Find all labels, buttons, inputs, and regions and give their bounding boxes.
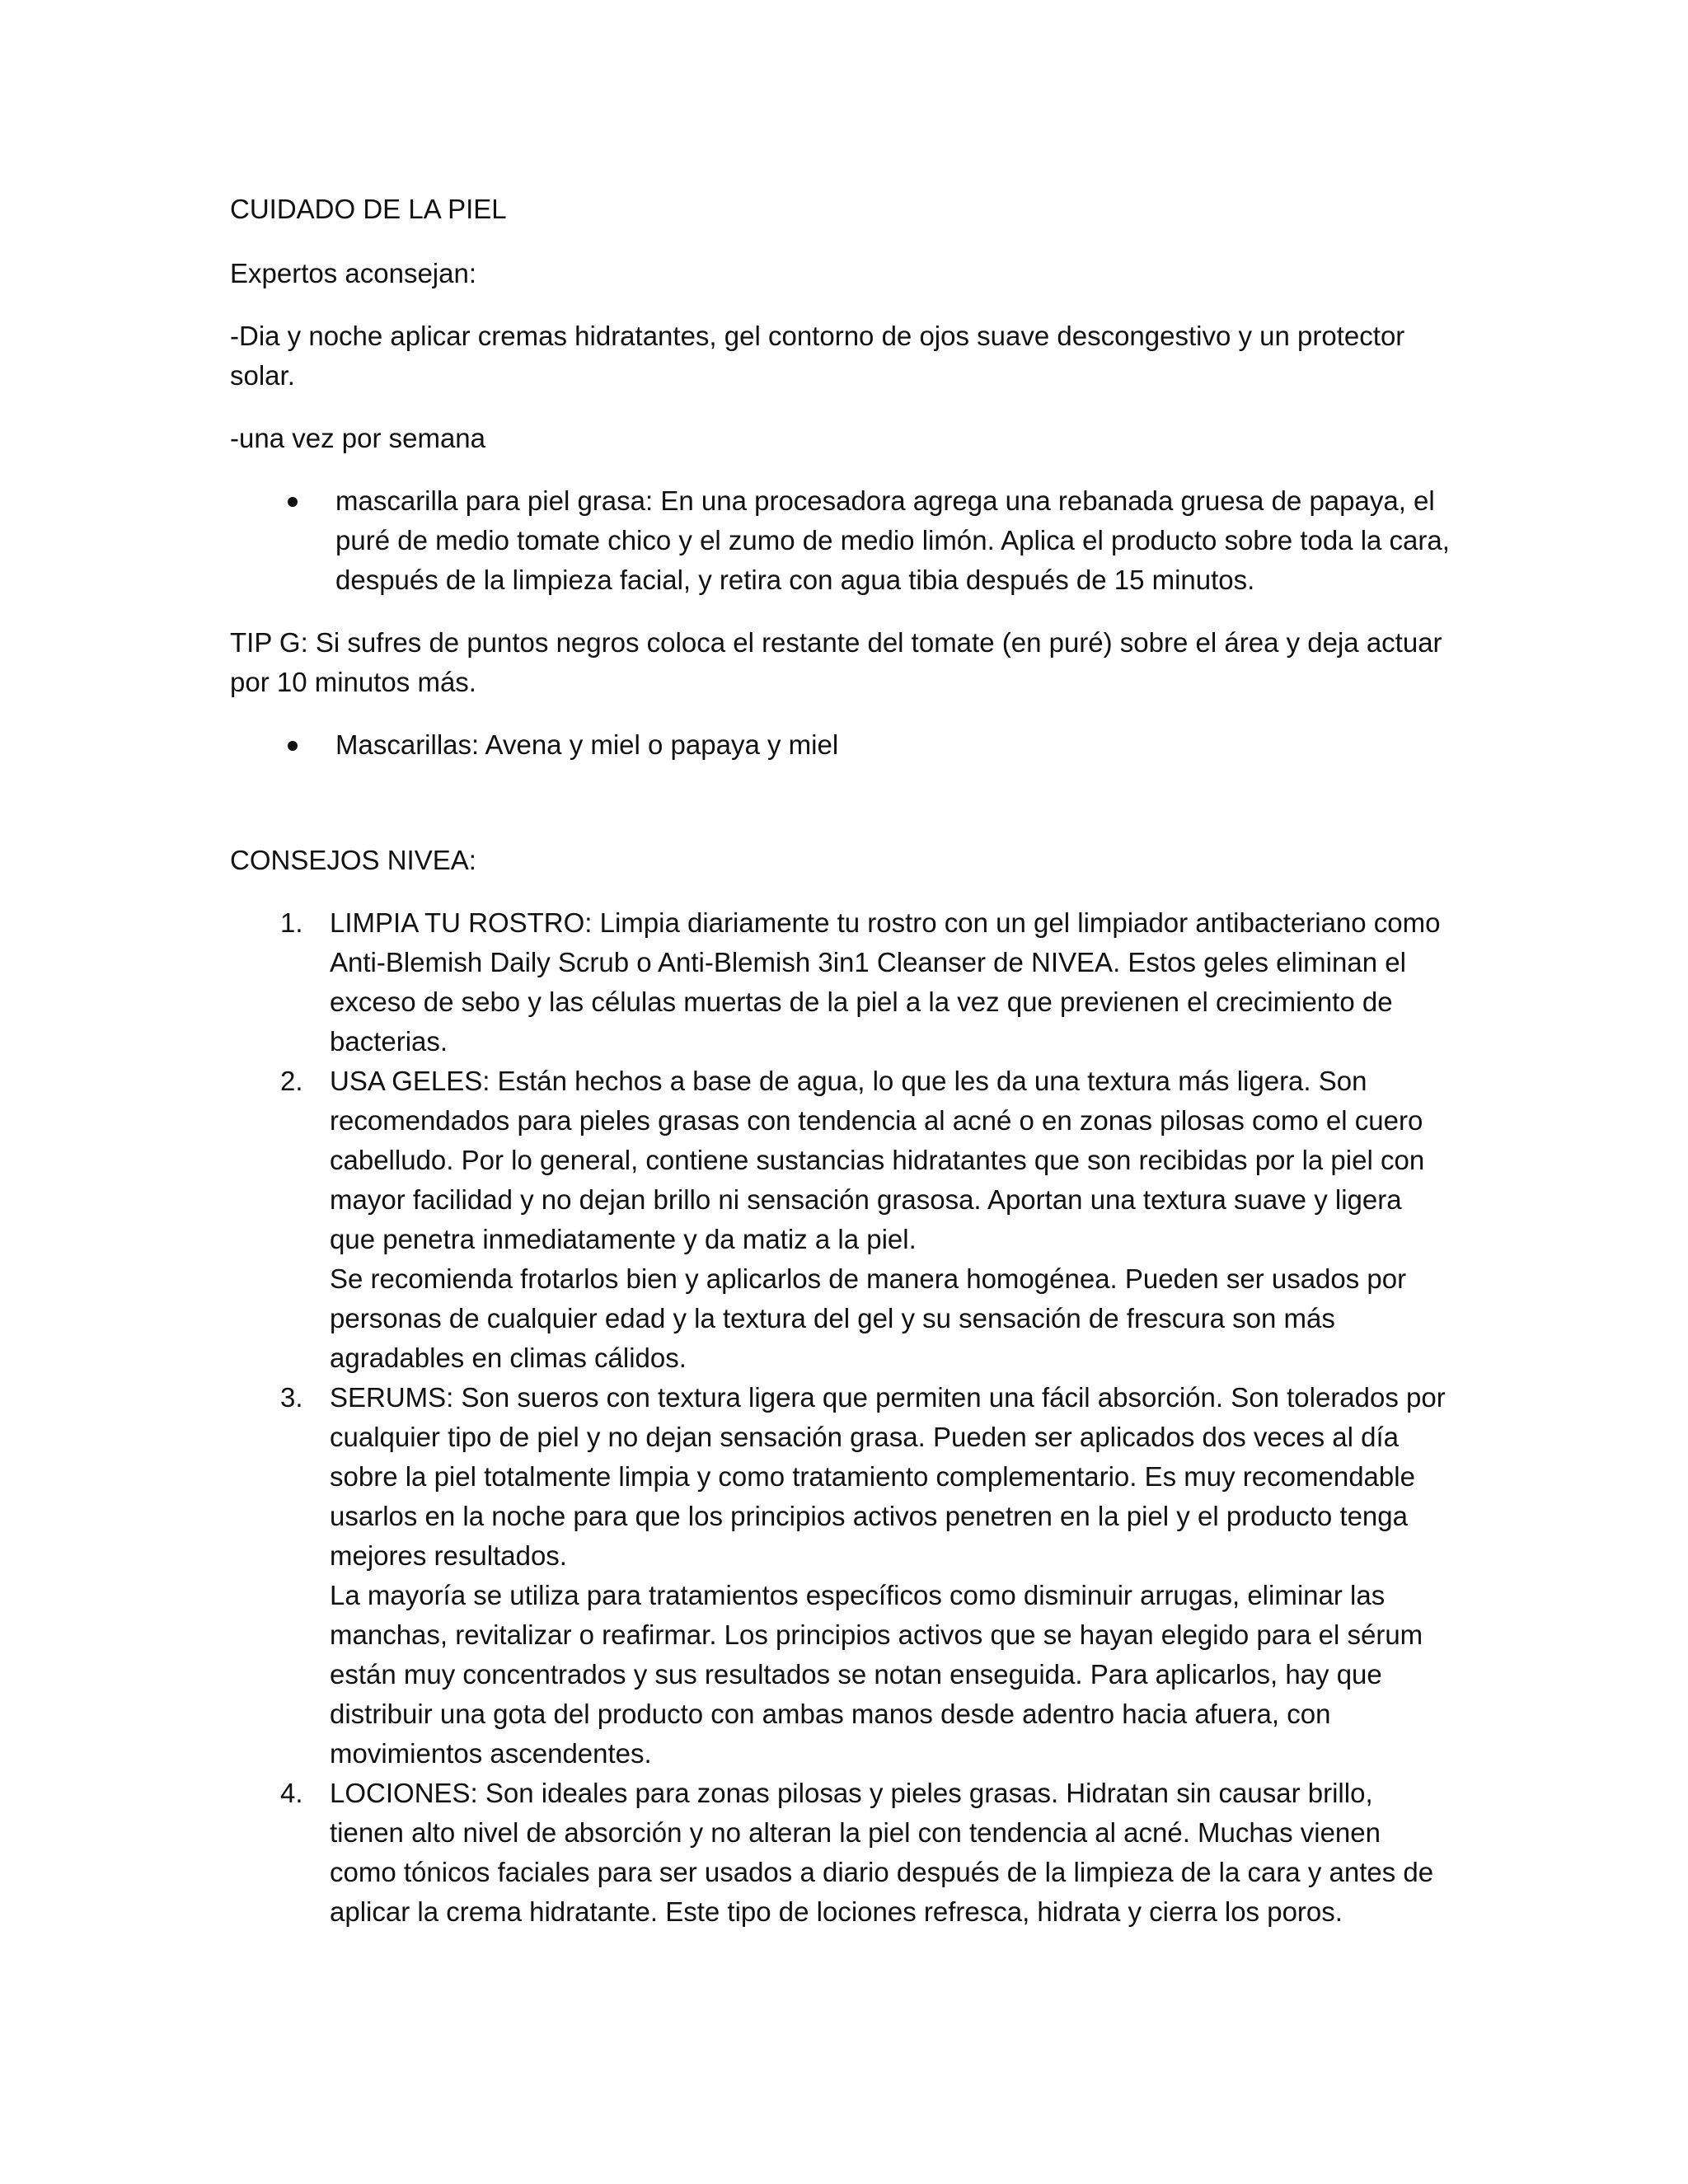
intro-text: Expertos aconsejan: <box>230 258 477 288</box>
day-night-advice: -Dia y noche aplicar cremas hidratantes, gel contorno de ojos suave descongestivo y un protector solar. <box>230 321 1405 391</box>
list-number: 3. <box>280 1382 303 1413</box>
tip-paragraph: LIMPIA TU ROSTRO: Limpia diariamente tu rostro con un gel limpiador antibacteriano como Anti-Blemish Daily Scrub o Anti-Blemish 3in1 Cleanser de NIVEA. Estos geles eliminan el exceso de sebo y las células muertas de la piel a la vez que previenen el crecimiento de bacterias. <box>330 907 1441 1057</box>
document-title: CUIDADO DE LA PIEL <box>230 194 507 224</box>
list-item-text: Mascarillas: Avena y miel o papaya y miel <box>335 729 839 760</box>
mask-bullet-list <box>230 481 1450 600</box>
list-item <box>230 903 1450 1062</box>
tip-paragraph: USA GELES: Están hechos a base de agua, lo que les da una textura más ligera. Son recomendados para pieles grasas con tendencia al acné o en zonas pilosas como el cuero cabelludo. Por lo general, contiene sustancias hidratantes que son recibidas por la piel con mayor facilidad y no dejan brillo ni sensación grasosa. Aportan una textura suave y ligera que penetra inmediatamente y da matiz a la piel. <box>330 1066 1425 1254</box>
list-item-text: mascarilla para piel grasa: En una procesadora agrega una rebanada gruesa de papaya, el puré de medio tomate chico y el zumo de medio limón. Aplica el producto sobre toda la cara, después de la limpieza facial, y retira con agua tibia después de 15 minutos. <box>335 485 1450 595</box>
weekly-advice: -una vez por semana <box>230 423 486 453</box>
nivea-heading: CONSEJOS NIVEA: <box>230 845 476 875</box>
document-page <box>230 190 1450 1932</box>
list-number: 2. <box>280 1066 303 1096</box>
nivea-tips-list <box>230 903 1450 1932</box>
masks-bullet-list <box>230 725 1450 765</box>
bullet-icon <box>288 741 298 751</box>
list-item <box>230 1062 1450 1378</box>
list-number: 1. <box>280 907 303 938</box>
tip-paragraph: Se recomienda frotarlos bien y aplicarlos de manera homogénea. Pueden ser usados por personas de cualquier edad y la textura del gel y su sensación de frescura son más agradables en climas cálidos. <box>330 1263 1407 1373</box>
list-item <box>230 481 1450 600</box>
tip-paragraph: SERUMS: Son sueros con textura ligera que permiten una fácil absorción. Son tolerados por cualquier tipo de piel y no dejan sensación grasa. Pueden ser aplicados dos veces al día sobre la piel totalmente limpia y como tratamiento complementario. Es muy recomendable usarlos en la noche para que los principios activos penetren en la piel y el producto tenga mejores resultados. <box>330 1382 1446 1571</box>
list-item <box>230 1378 1450 1774</box>
list-item <box>230 725 1450 765</box>
tip-paragraph: La mayoría se utiliza para tratamientos específicos como disminuir arrugas, eliminar las manchas, revitalizar o reafirmar. Los principios activos que se hayan elegido para el sérum están muy concentrados y sus resultados se notan enseguida. Para aplicarlos, hay que distribuir una gota del producto con ambas manos desde adentro hacia afuera, con movimientos ascendentes. <box>330 1580 1423 1769</box>
list-number: 4. <box>280 1778 303 1808</box>
list-item <box>230 1774 1450 1932</box>
tip-text: TIP G: Si sufres de puntos negros coloca el restante del tomate (en puré) sobre el área y deja actuar por 10 minutos más. <box>230 627 1442 697</box>
bullet-icon <box>288 497 298 507</box>
tip-paragraph: LOCIONES: Son ideales para zonas pilosas y pieles grasas. Hidratan sin causar brillo, tienen alto nivel de absorción y no alteran la piel con tendencia al acné. Muchas vienen como tónicos faciales para ser usados a diario después de la limpieza de la cara y antes de aplicar la crema hidratante. Este tipo de lociones refresca, hidrata y cierra los poros. <box>330 1778 1434 1927</box>
